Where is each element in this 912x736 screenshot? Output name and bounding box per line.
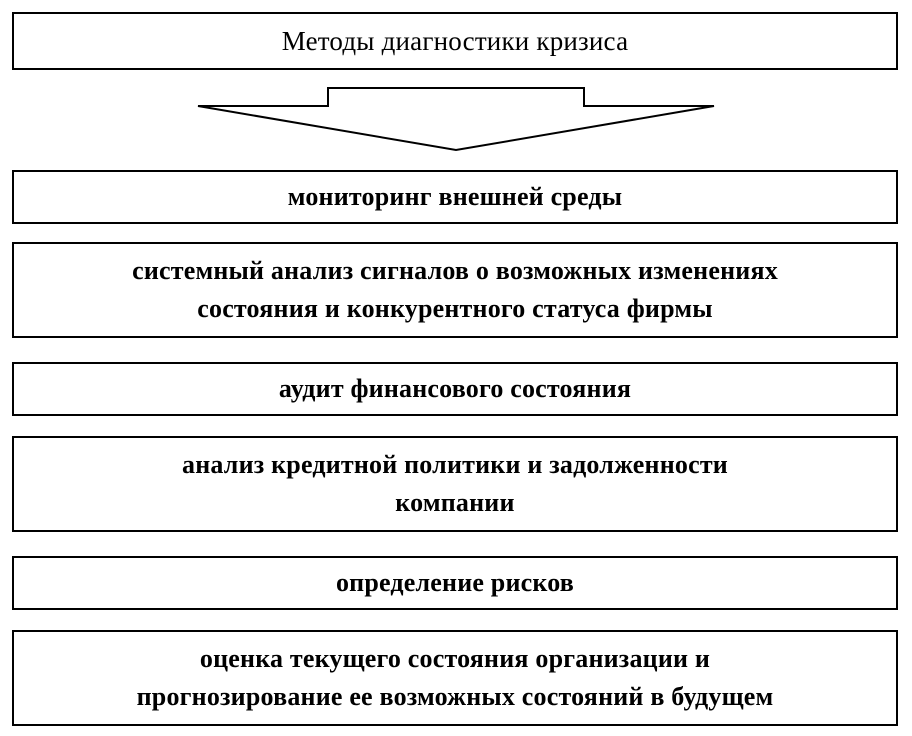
method-label: определение рисков [335, 568, 575, 597]
method-label: системный анализ сигналов о возможных изменениях состояния и конкурентного статуса фирмы [132, 256, 778, 323]
method-box [12, 556, 898, 610]
method-box [12, 362, 898, 416]
method-box [12, 170, 898, 224]
diagram-title: Методы диагностики кризиса [281, 26, 629, 56]
method-label: анализ кредитной политики и задолженности компании [182, 450, 728, 517]
method-label: мониторинг внешней среды [287, 182, 623, 211]
method-label: аудит финансового состояния [278, 374, 632, 403]
method-label: оценка текущего состояния организации и прогнозирование ее возможных состояний в будущем [136, 644, 774, 711]
method-box [12, 436, 898, 532]
method-box [12, 242, 898, 338]
method-box [12, 630, 898, 726]
down-arrow-icon [0, 0, 912, 160]
